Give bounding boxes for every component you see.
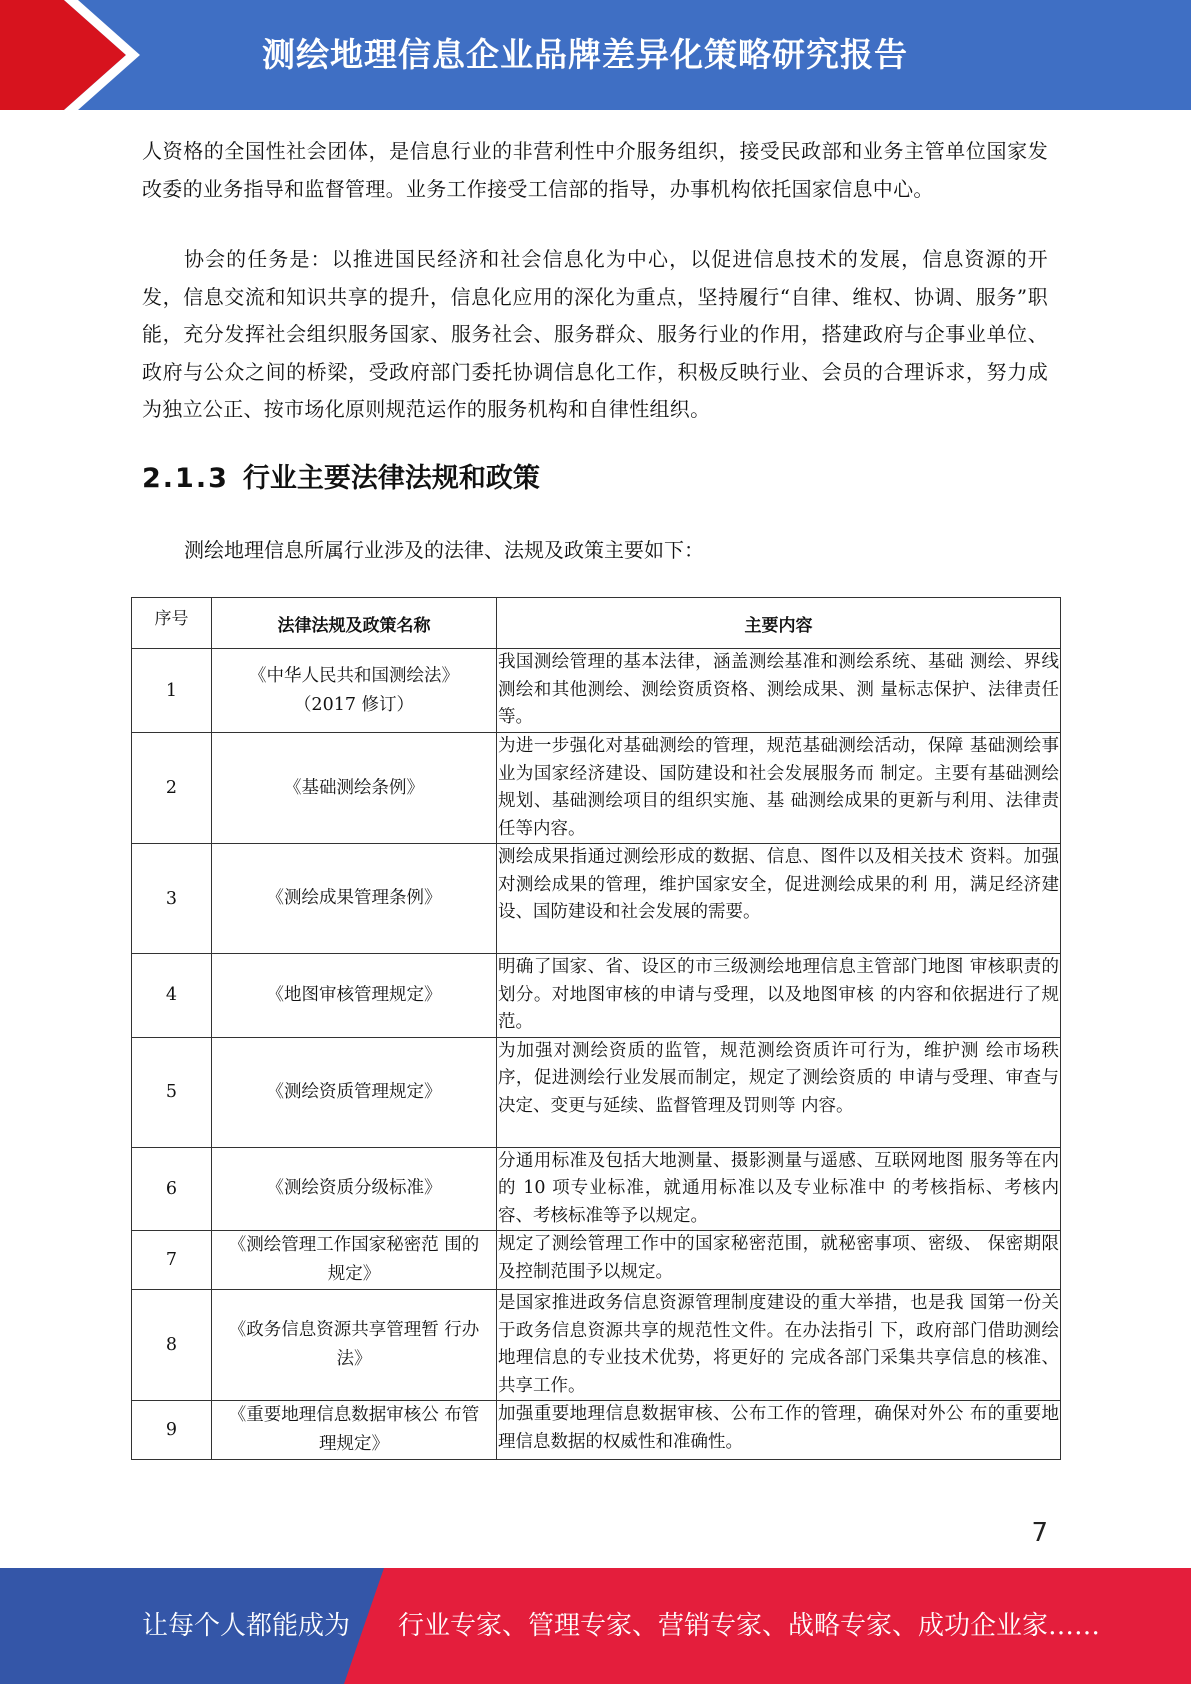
law-content: 加强重要地理信息数据审核、公布工作的管理，确保对外公 布的重要地理信息数据的权威性和准确性。: [497, 1401, 1061, 1460]
row-number: 9: [132, 1401, 212, 1460]
law-name: [212, 844, 497, 954]
table-row: [132, 1290, 1061, 1401]
section-title: 行业主要法律法规和政策: [242, 463, 540, 494]
row-number: 3: [132, 844, 212, 954]
law-name-line: 理规定》: [319, 1434, 389, 1454]
law-content: 明确了国家、省、设区的市三级测绘地理信息主管部门地图 审核职责的划分。对地图审核的申请与受理，以及地图审核 的内容和依据进行了规范。: [497, 954, 1061, 1038]
law-name: [212, 1231, 497, 1290]
law-name: [212, 649, 497, 733]
law-name: [212, 954, 497, 1038]
page-header: [0, 0, 1191, 110]
law-name-line: 《中华人民共和国测绘法》: [249, 665, 459, 686]
table-row: [132, 1401, 1061, 1460]
row-number: 1: [132, 649, 212, 733]
law-content: 是国家推进政务信息资源管理制度建设的重大举措，也是我 国第一份关于政务信息资源共享的规范性文件。在办法指引 下，政府部门借助测绘地理信息的专业技术优势，将更好的 完成各部门采集共享信息的核准、共享工作。: [497, 1290, 1061, 1401]
header-content: 主要内容: [497, 598, 1061, 649]
law-name-line: 法》: [336, 1349, 372, 1369]
law-name: [212, 1290, 497, 1401]
table-row: [132, 1231, 1061, 1290]
law-name: [212, 1147, 497, 1231]
footer-slogan-lead: 让每个人都能成为: [142, 1611, 351, 1641]
law-name-line: 《政务信息资源共享管理暂 行办: [228, 1320, 480, 1340]
law-name-line: 《测绘资质分级标准》: [266, 1178, 442, 1199]
law-name-line: 规定》: [327, 1264, 381, 1284]
row-number: 2: [132, 733, 212, 844]
table-row: [132, 1037, 1061, 1147]
law-content: 为进一步强化对基础测绘的管理，规范基础测绘活动，保障 基础测绘事业为国家经济建设、国防建设和社会发展服务而 制定。主要有基础测绘规划、基础测绘项目的组织实施、基 础测绘成果的更新与利用、法律责任等内容。: [497, 733, 1061, 844]
law-content: 我国测绘管理的基本法律，涵盖测绘基准和测绘系统、基础 测绘、界线测绘和其他测绘、测绘资质资格、测绘成果、测 量标志保护、法律责任等。: [497, 649, 1061, 733]
row-number: 5: [132, 1037, 212, 1147]
law-content: 测绘成果指通过测绘形成的数据、信息、图件以及相关技术 资料。加强对测绘成果的管理，维护国家安全，促进测绘成果的利 用，满足经济建设、国防建设和社会发展的需要。: [497, 844, 1061, 954]
report-title: 测绘地理信息企业品牌差异化策略研究报告: [262, 35, 908, 74]
law-name-line: 《测绘资质管理规定》: [266, 1081, 442, 1102]
table-row: [132, 954, 1061, 1038]
row-number: 4: [132, 954, 212, 1038]
law-name: [212, 733, 497, 844]
section-number: 2.1.3: [142, 463, 229, 494]
law-name-line: 《测绘成果管理条例》: [266, 888, 442, 908]
table-intro: 测绘地理信息所属行业涉及的法律、法规及政策主要如下：: [184, 538, 704, 562]
law-name-line: 《基础测绘条例》: [284, 777, 424, 798]
law-name: [212, 1037, 497, 1147]
row-number: 6: [132, 1147, 212, 1231]
law-name: [212, 1401, 497, 1460]
law-name-line: 《地图审核管理规定》: [266, 984, 442, 1005]
header-no: 序号: [132, 598, 212, 649]
table-row: [132, 1147, 1061, 1231]
law-name-line: （2017 修订）: [293, 694, 415, 715]
row-number: 7: [132, 1231, 212, 1290]
table-row: [132, 844, 1061, 954]
law-table: [131, 597, 1061, 1460]
row-number: 8: [132, 1290, 212, 1401]
header-name: 法律法规及政策名称: [212, 598, 497, 649]
footer-slogan-roles: 行业专家、管理专家、营销专家、战略专家、成功企业家……: [398, 1611, 1101, 1641]
page-footer: [0, 1568, 1191, 1684]
table-row: [132, 733, 1061, 844]
body-paragraph-1: 人资格的全国性社会团体，是信息行业的非营利性中介服务组织，接受民政部和业务主管单位国家发改委的业务指导和监督管理。业务工作接受工信部的指导，办事机构依托国家信息中心。: [142, 139, 1048, 201]
law-name-line: 《重要地理信息数据审核公 布管: [228, 1405, 480, 1425]
law-name-line: 《测绘管理工作国家秘密范 围的: [228, 1235, 480, 1255]
law-content: 规定了测绘管理工作中的国家秘密范围，就秘密事项、密级、 保密期限及控制范围予以规定。: [497, 1231, 1061, 1290]
law-content: 分通用标准及包括大地测量、摄影测量与遥感、互联网地图 服务等在内的 10 项专业标准，就通用标准以及专业标准中 的考核指标、考核内容、考核标准等予以规定。: [497, 1147, 1061, 1231]
table-row: [132, 649, 1061, 733]
table-header-row: [132, 598, 1061, 649]
body-paragraph-2: 协会的任务是：以推进国民经济和社会信息化为中心，以促进信息技术的发展，信息资源的开发，信息交流和知识共享的提升，信息化应用的深化为重点，坚持履行“自律、维权、协调、服务”职能，充分发挥社会组织服务国家、服务社会、服务群众、服务行业的作用，搭建政府与企事业单位、政府与公众之间的桥梁，受政府部门委托协调信息化工作，积极反映行业、会员的合理诉求，努力成为独立公正、按市场化原则规范运作的服务机构和自律性组织。: [142, 247, 1048, 421]
law-content: 为加强对测绘资质的监管，规范测绘资质许可行为，维护测 绘市场秩序，促进测绘行业发展而制定，规定了测绘资质的 申请与受理、审查与决定、变更与延续、监督管理及罚则等 内容。: [497, 1037, 1061, 1147]
section-heading: [142, 459, 540, 499]
header-chevron-decoration: [0, 0, 160, 110]
page-number: 7: [1031, 1518, 1048, 1548]
